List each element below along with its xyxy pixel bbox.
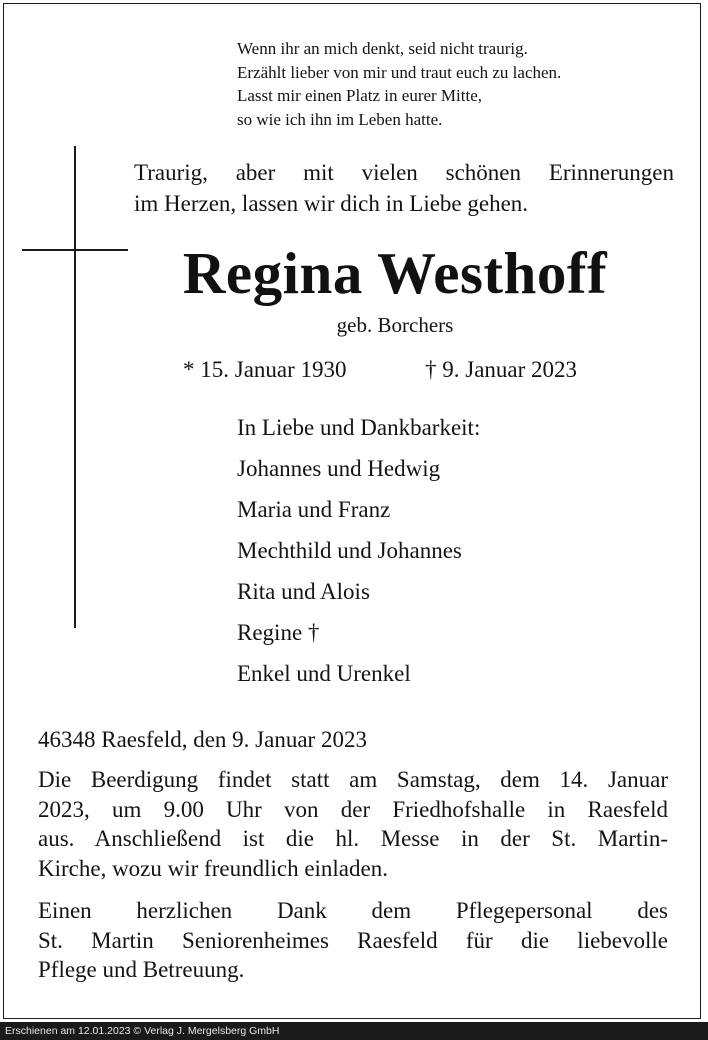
death-date: † 9. Januar 2023 (425, 357, 578, 382)
thanks-line: Einen herzlichen Dank dem Pflegepersonal des (38, 898, 668, 923)
poem-line: so wie ich ihn im Leben hatte. (237, 109, 443, 129)
intro-line: im Herzen, lassen wir dich in Liebe gehen. (134, 191, 529, 216)
mourner-entry: Mechthild und Johannes (237, 538, 462, 563)
poem-line: Erzählt lieber von mir und traut euch zu lachen. (237, 62, 562, 82)
funeral-line: 2023, um 9.00 Uhr von der Friedhofshalle in Raesfeld (38, 796, 668, 822)
deceased-name: Regina Westhoff (182, 240, 608, 306)
cross-vertical-bar (74, 146, 76, 628)
place-and-date: 46348 Raesfeld, den 9. Januar 2023 (38, 727, 367, 752)
mourners-list (237, 412, 480, 699)
funeral-line: aus. Anschließend ist die hl. Messe in der St. Martin- (38, 826, 668, 851)
thanks-line: Pflege und Betreuung. (38, 957, 245, 982)
mourner-entry: Enkel und Urenkel (237, 661, 411, 686)
funeral-line: Kirche, wozu wir freundlich einladen. (38, 855, 388, 881)
thanks-paragraph (38, 896, 668, 985)
intro-text (134, 157, 674, 219)
publication-footer: Erschienen am 12.01.2023 © Verlag J. Mergelsberg GmbH (0, 1022, 708, 1040)
maiden-name: geb. Borchers (336, 313, 454, 337)
poem-line: Lasst mir einen Platz in eurer Mitte, (237, 86, 483, 105)
mourners-heading: In Liebe und Dankbarkeit: (237, 415, 481, 440)
mourner-entry: Johannes und Hedwig (237, 456, 441, 481)
poem (237, 37, 561, 131)
funeral-paragraph (38, 765, 668, 883)
mourner-entry: Regine † (237, 620, 320, 645)
mourner-entry: Maria und Franz (237, 497, 391, 522)
poem-line: Wenn ihr an mich denkt, seid nicht traurig. (237, 39, 528, 58)
mourner-entry: Rita und Alois (237, 579, 370, 604)
cross-horizontal-bar (22, 249, 128, 251)
birth-date: * 15. Januar 1930 (183, 357, 347, 382)
funeral-line: Die Beerdigung findet statt am Samstag, dem 14. Januar (38, 767, 668, 792)
thanks-line: St. Martin Seniorenheimes Raesfeld für die liebevolle (38, 927, 668, 953)
intro-line: Traurig, aber mit vielen schönen Erinnerungen (134, 160, 674, 185)
